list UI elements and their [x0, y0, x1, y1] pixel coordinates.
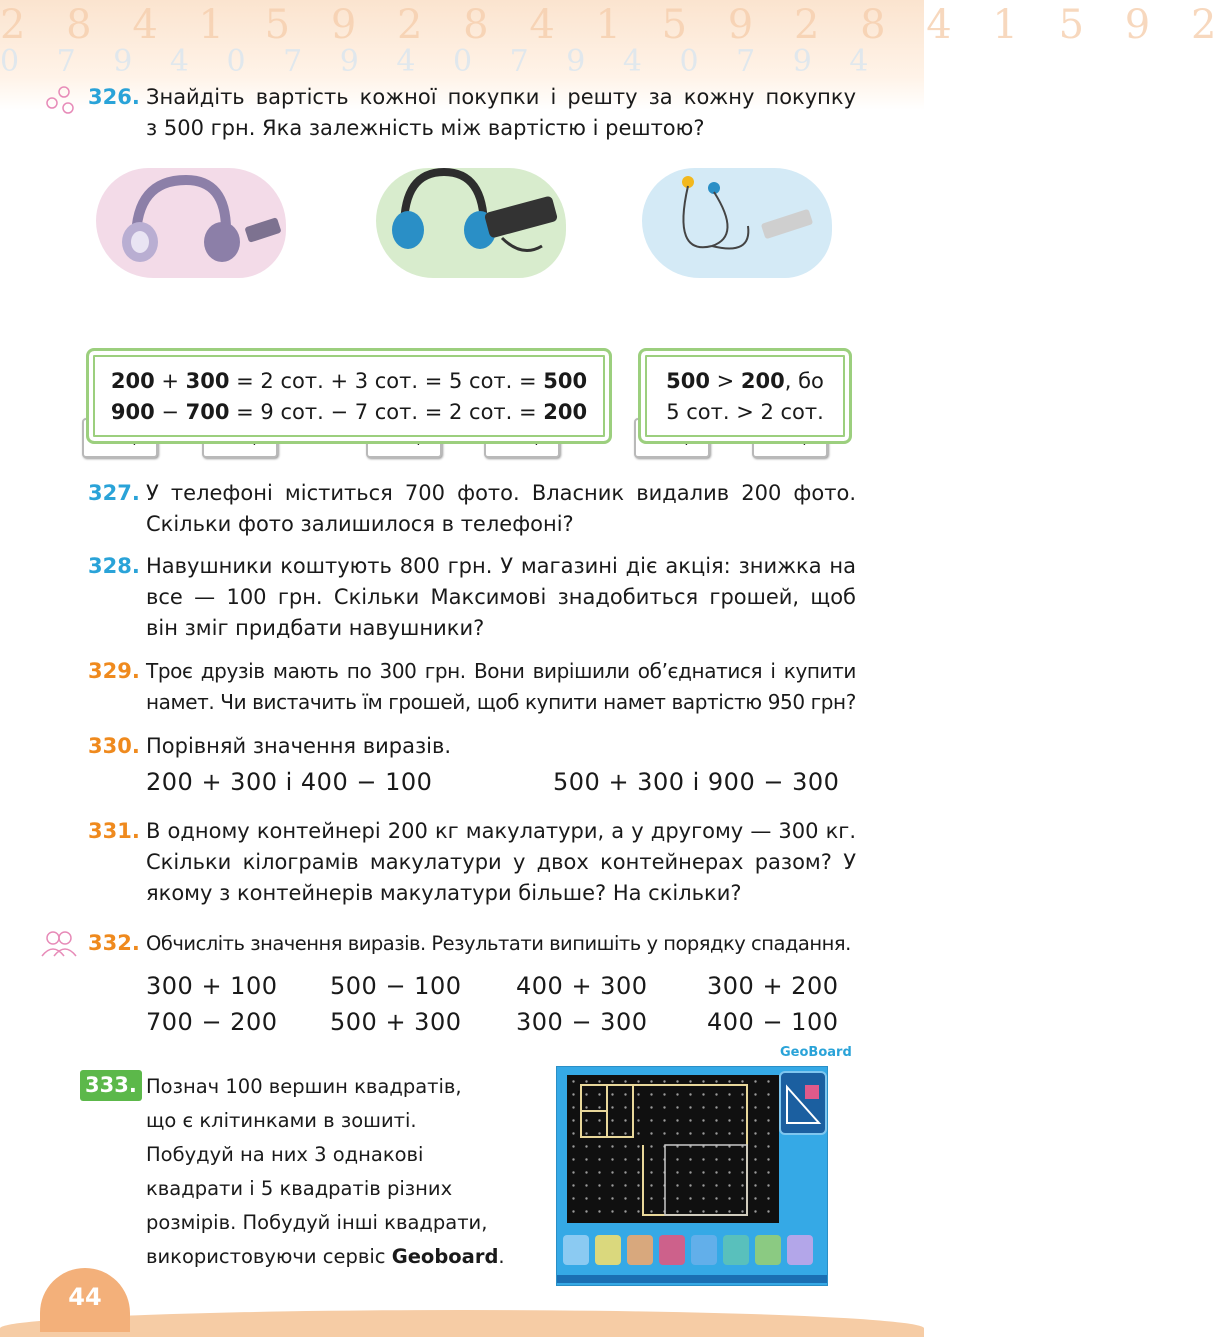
- task-text-line: Познач 100 вершин квадратів,: [146, 1075, 462, 1098]
- page-number: 44: [40, 1268, 130, 1332]
- geoboard-statusbar: [557, 1275, 827, 1283]
- footer-decoration: [0, 1310, 924, 1337]
- expression: 300 − 300: [516, 1008, 648, 1036]
- task-text-line: квадрати і 5 квадратів різних: [146, 1177, 453, 1200]
- background-digits-2: 0 7 9 4 0 7 9 4 0 7 9 4 0 7 9 4: [0, 44, 883, 79]
- example-box-sum-difference: [86, 348, 612, 444]
- task-326-text: [146, 82, 856, 144]
- expression: 700 − 200: [146, 1008, 278, 1036]
- task-331-text: В одному контейнері 200 кг макулатури, а у другому — 300 кг. Скільки кілограмів макулатури у двох контейнерах разом? У якому з контейнерів макулатури більше? На скільки?: [146, 819, 856, 905]
- usb-drive: [244, 217, 281, 243]
- product-set-3: [632, 160, 842, 310]
- task-number: 326.: [88, 85, 140, 109]
- task-332: [88, 928, 144, 959]
- pair-work-icon: [40, 928, 78, 958]
- expression: 300 + 100: [146, 972, 278, 1000]
- group-work-icon: [44, 84, 76, 114]
- task-number: 333.: [80, 1070, 142, 1101]
- product-set-1: [86, 160, 296, 310]
- background-digits: 2 8 4 1 5 9 2 8 4 1 5 9 2 8 4 1 5 9 2: [0, 2, 1230, 48]
- earbuds-yellow: [652, 166, 832, 266]
- task-328: [88, 551, 144, 582]
- task-329-text: Троє друзів мають по 300 грн. Вони вирішили об’єднатися і купити намет. Чи вистачить їм грошей, щоб купити намет вартістю 950 грн?: [146, 659, 856, 714]
- task-number: 327.: [88, 481, 140, 505]
- expression: 500 − 100: [330, 972, 462, 1000]
- geoboard-toolbar: [563, 1235, 821, 1271]
- expression: 400 + 300: [516, 972, 648, 1000]
- task-330-text: Порівняй значення виразів.: [146, 734, 452, 758]
- comparison-line-1: 500 > 200, бо: [666, 369, 824, 393]
- task-333: [80, 1070, 142, 1101]
- task-text-line: з 500 грн. Яка залежність між вартістю і рештою?: [146, 116, 705, 140]
- task-text-line: розмірів. Побудуй інші квадрати,: [146, 1211, 488, 1234]
- expression: 400 − 100: [707, 1008, 839, 1036]
- example-line-1: 200 + 300 = 2 сот. + 3 сот. = 5 сот. = 500: [110, 369, 588, 393]
- task-326: [88, 82, 144, 113]
- task-text-line: що є клітинками в зошиті.: [146, 1109, 417, 1132]
- expression-compare-right: 500 + 300 і 900 − 300: [553, 768, 840, 796]
- example-box-comparison: [638, 348, 852, 444]
- task-number: 332.: [88, 931, 140, 955]
- expression-compare-left: 200 + 300 і 400 − 100: [146, 768, 433, 796]
- task-330: [88, 731, 144, 762]
- geoboard-app-logo: [779, 1071, 827, 1135]
- task-text-line: Знайдіть вартість кожної покупки і решту за кожну покупку: [146, 85, 856, 109]
- product-set-2: [366, 160, 576, 310]
- task-331: [88, 816, 144, 847]
- task-text-line: Побудуй на них 3 однакові: [146, 1143, 424, 1166]
- expression: 300 + 200: [707, 972, 839, 1000]
- comparison-line-2: 5 сот. > 2 сот.: [666, 400, 824, 424]
- geoboard-label: GeoBoard: [780, 1045, 852, 1060]
- headphones-purple: [106, 170, 286, 270]
- task-text-line: використовуючи сервіс Geoboard.: [146, 1245, 505, 1268]
- task-327-text: У телефоні міститься 700 фото. Власник видалив 200 фото. Скільки фото залишилося в телефоні?: [146, 481, 856, 536]
- task-number: 330.: [88, 734, 140, 758]
- example-line-2: 900 − 700 = 9 сот. − 7 сот. = 2 сот. = 200: [110, 400, 588, 424]
- geoboard-link-text: Geoboard: [391, 1245, 499, 1268]
- usb-hub: [484, 195, 558, 238]
- task-number: 331.: [88, 819, 140, 843]
- geoboard-screenshot: [556, 1066, 828, 1286]
- task-number: 328.: [88, 554, 140, 578]
- task-332-text: Обчисліть значення виразів. Результати випишіть у порядку спадання.: [146, 932, 851, 955]
- expression: 500 + 300: [330, 1008, 462, 1036]
- headphones-blue: [382, 168, 572, 268]
- task-329: [88, 656, 144, 687]
- task-number: 329.: [88, 659, 140, 683]
- geoboard-grid: [567, 1075, 779, 1223]
- task-333-text: [146, 1070, 546, 1274]
- task-328-text: Навушники коштують 800 грн. У магазині діє акція: знижка на все — 100 грн. Скільки Максимові знадобиться грошей, щоб він зміг придбати навушники?: [146, 554, 856, 640]
- task-327: [88, 478, 144, 509]
